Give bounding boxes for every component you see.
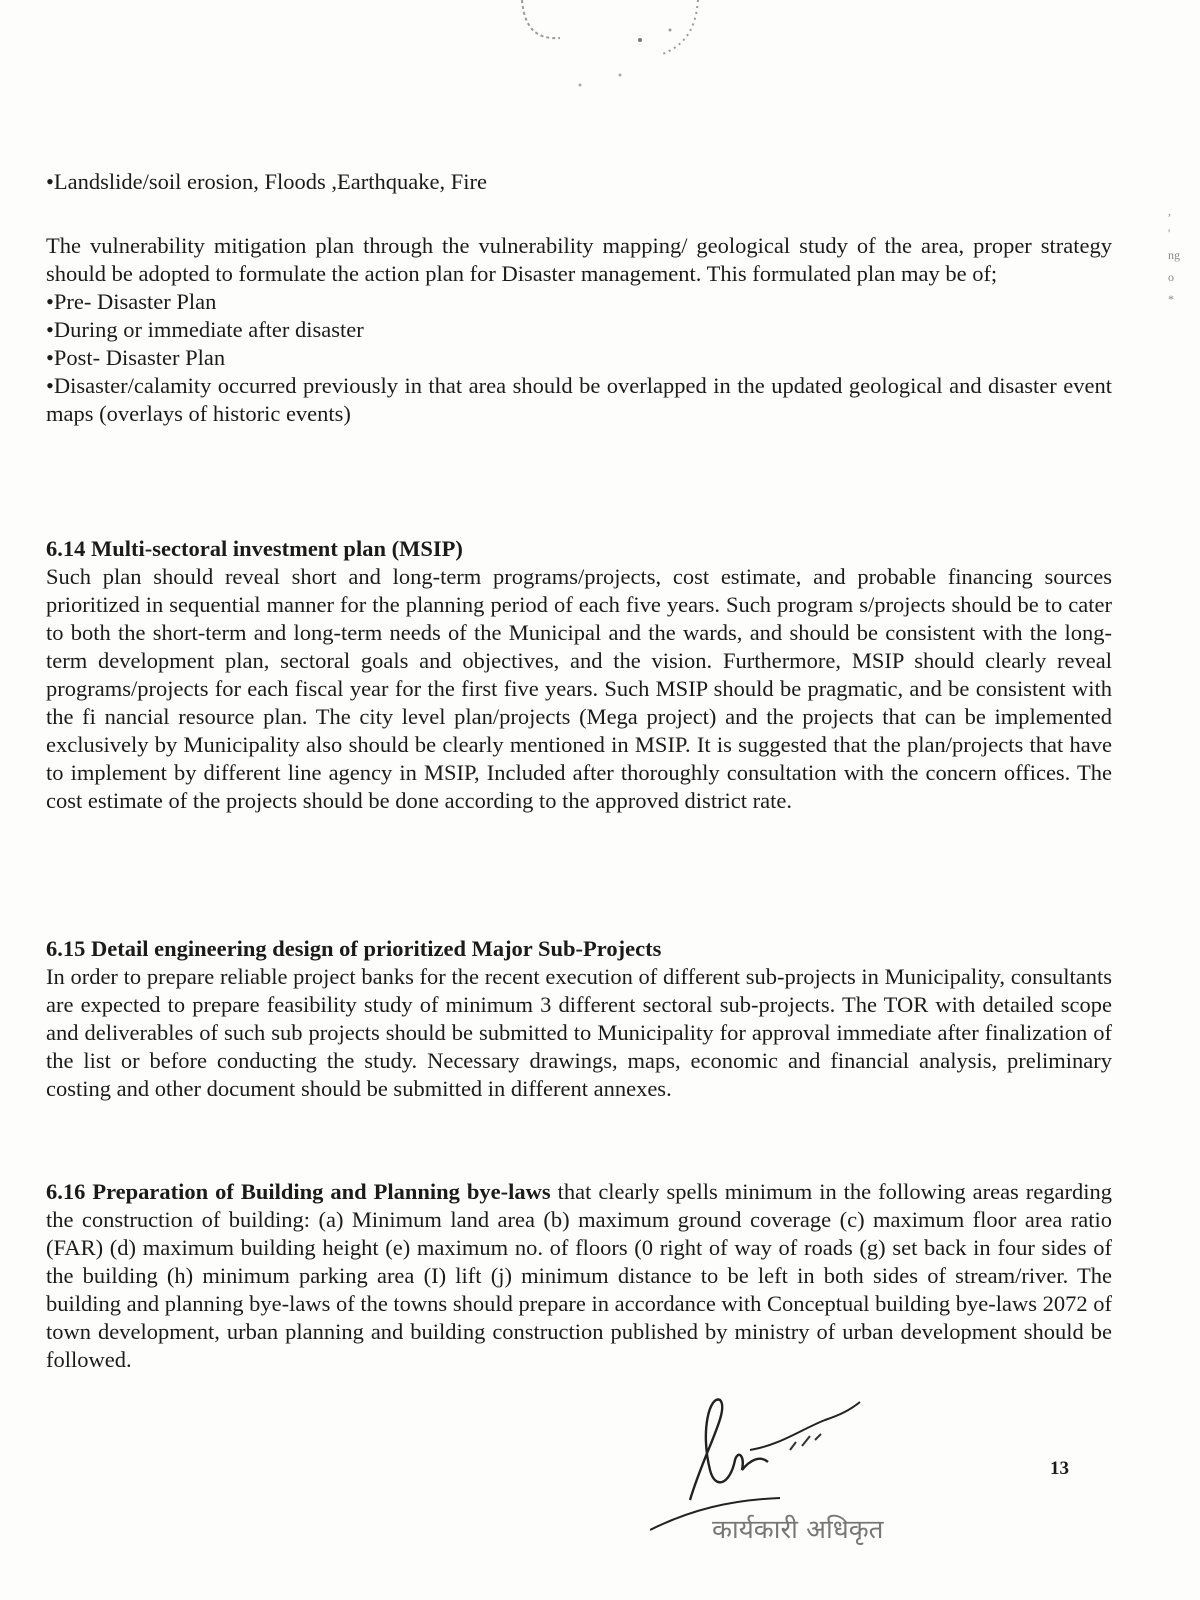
vulnerability-section xyxy=(46,232,1112,428)
bullet-during-disaster: •During or immediate after disaster xyxy=(46,317,364,342)
stamp-hindi-text: कार्यकारी अधिकृत xyxy=(712,1515,884,1545)
section-6-15-body: In order to prepare reliable project banks for the recent execution of different sub-projects in Municipality, consultants are expected to prepare feasibility study of minimum 3 different sectoral sub-projects. The TOR with detailed scope and deliverables of such sub projects should be submitted to Municipality for approval immediate after finalization of the list or before conducting the study. Necessary drawings, maps, economic and financial analysis, preliminary costing and other document should be submitted in different annexes. xyxy=(46,964,1112,1101)
page-number: 13 xyxy=(1050,1458,1069,1479)
section-6-15-heading: 6.15 Detail engineering design of prioritized Major Sub-Projects xyxy=(46,936,662,961)
hazards-bullet xyxy=(46,168,1112,196)
section-6-16-body: that clearly spells minimum in the following areas regarding the construction of building: (a) Minimum land area (b) maximum ground coverage (c) maximum floor area ratio (FAR) (d) maximum building height (e) maximum no. of floors (0 right of way of roads (g) set back in four sides of the building (h) minimum parking area (I) lift (j) minimum distance to be left in both sides of stream/river. The building and planning bye-laws of the towns should prepare in accordance with Conceptual building bye-laws 2072 of town development, urban planning and building construction published by ministry of urban development should be followed. xyxy=(46,1179,1112,1372)
section-6-14-heading: 6.14 Multi-sectoral investment plan (MSIP) xyxy=(46,536,463,561)
hazards-text: •Landslide/soil erosion, Floods ,Earthquake, Fire xyxy=(46,169,487,194)
stamp-impression-top xyxy=(520,0,720,100)
bullet-pre-disaster: •Pre- Disaster Plan xyxy=(46,289,217,314)
section-6-15 xyxy=(46,935,1112,1103)
bullet-historic-overlay: •Disaster/calamity occurred previously in that area should be overlapped in the updated geological and disaster event maps (overlays of historic events) xyxy=(46,373,1112,426)
section-6-14-body: Such plan should reveal short and long-term programs/projects, cost estimate, and probable financing sources prioritized in sequential manner for the planning period of each five years. Such program s/projects should be to cater to both the short-term and long-term needs of the Municipal and the wards, and should be consistent with the long-term development plan, sectoral goals and objectives, and the vision. Furthermore, MSIP should clearly reveal programs/projects for each fiscal year for the first five years. Such MSIP should be pragmatic, and be consistent with the fi nancial resource plan. The city level plan/projects (Mega project) and the projects that can be implemented exclusively by Municipality also should be clearly mentioned in MSIP. It is suggested that the plan/projects that have to implement by different line agency in MSIP, Included after thoroughly consultation with the concern offices. The cost estimate of the projects should be done according to the approved district rate. xyxy=(46,564,1112,813)
vulnerability-intro: The vulnerability mitigation plan through the vulnerability mapping/ geological study of the area, proper strategy should be adopted to formulate the action plan for Disaster management. This formulated plan may be of; xyxy=(46,233,1112,286)
scan-edge-marks: , ' ng o * xyxy=(1168,204,1180,306)
section-6-16 xyxy=(46,1178,1112,1374)
signature-stamp xyxy=(650,1390,910,1570)
section-6-16-heading: 6.16 Preparation of Building and Planning bye-laws xyxy=(46,1179,551,1204)
bullet-post-disaster: •Post- Disaster Plan xyxy=(46,345,226,370)
section-6-14 xyxy=(46,535,1112,815)
